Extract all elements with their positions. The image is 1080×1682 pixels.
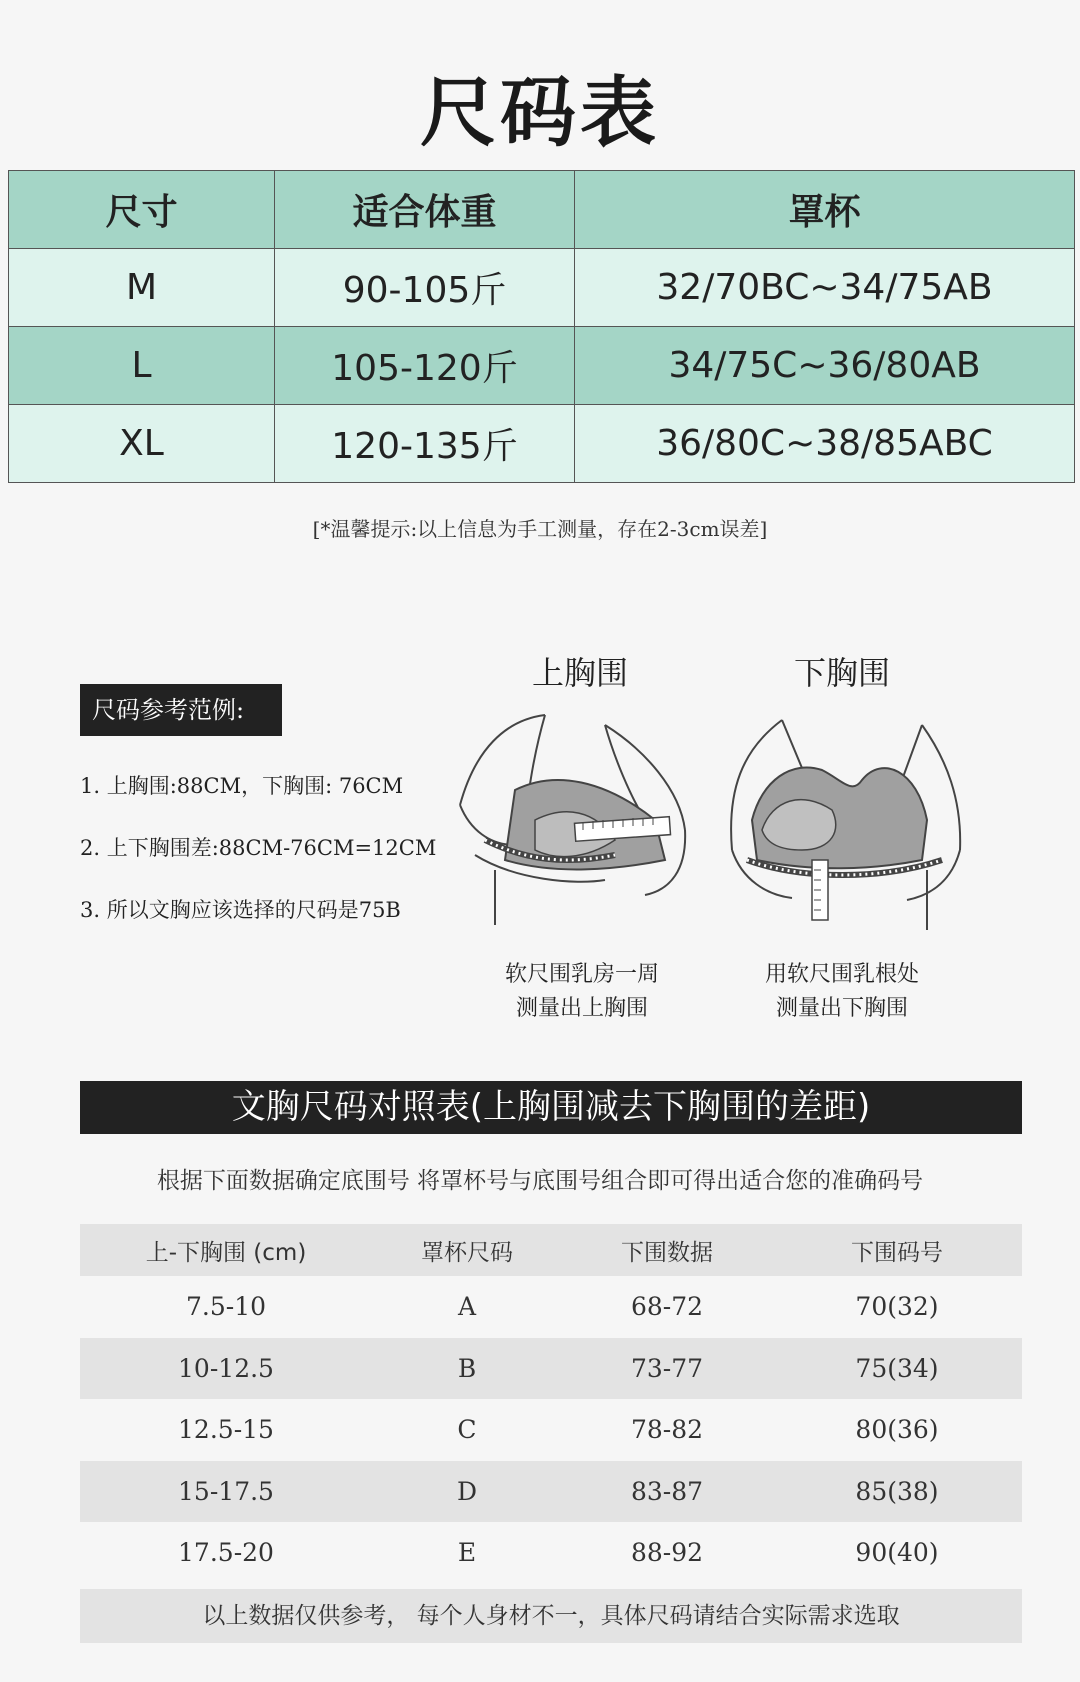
underbust-cell: 83-87 xyxy=(562,1461,772,1523)
under-bust-caption-1: 用软尺围乳根处 xyxy=(764,962,919,987)
band-cell: 90(40) xyxy=(855,1538,939,1568)
example-line-1: 1. 上胸围:88CM，下胸围: 76CM xyxy=(80,774,404,798)
header-cup-size: 罩杯尺码 xyxy=(372,1224,562,1276)
upper-bust-measure-illustration xyxy=(455,710,695,935)
cup-cell: C xyxy=(457,1415,477,1445)
diff-cell: 15-17.5 xyxy=(80,1461,372,1523)
table-row xyxy=(80,1338,1022,1400)
under-bust-caption-2: 测量出下胸围 xyxy=(775,996,908,1021)
band-cell: 75(34) xyxy=(772,1338,1022,1400)
weight-cell: 90-105斤 xyxy=(275,249,575,327)
upper-bust-title: 上胸围 xyxy=(531,654,628,692)
underbust-cell: 73-77 xyxy=(562,1338,772,1400)
comparison-header xyxy=(80,1224,1022,1276)
example-line-2: 2. 上下胸围差:88CM-76CM=12CM xyxy=(80,836,437,860)
cup-cell: B xyxy=(372,1338,562,1400)
comparison-note: 根据下面数据确定底围号 将罩杯号与底围号组合即可得出适合您的准确码号 xyxy=(156,1168,924,1194)
upper-bust-caption-2: 测量出上胸围 xyxy=(515,996,648,1021)
table-row xyxy=(80,1276,1022,1338)
table-row xyxy=(9,405,1075,483)
table-row xyxy=(80,1461,1022,1523)
under-bust-title: 下胸围 xyxy=(793,654,890,692)
diff-cell: 10-12.5 xyxy=(80,1338,372,1400)
table-row xyxy=(80,1399,1022,1461)
size-table-header xyxy=(9,171,1075,249)
band-cell: 70(32) xyxy=(855,1292,939,1322)
size-cell: L xyxy=(9,327,275,405)
example-line-3: 3. 所以文胸应该选择的尺码是75B xyxy=(80,898,401,922)
cup-cell: A xyxy=(457,1292,477,1322)
table-row xyxy=(9,249,1075,327)
weight-cell: 120-135斤 xyxy=(275,405,575,483)
diff-cell: 17.5-20 xyxy=(178,1538,274,1568)
cup-cell: E xyxy=(457,1538,477,1568)
measurement-tip: [*温馨提示:以上信息为手工测量，存在2-3cm误差] xyxy=(312,517,768,541)
size-cell: XL xyxy=(9,405,275,483)
table-row xyxy=(9,327,1075,405)
under-bust-measure-illustration xyxy=(722,710,967,935)
comparison-table xyxy=(80,1224,1022,1584)
weight-cell: 105-120斤 xyxy=(275,327,575,405)
cup-cell: 36/80C~38/85ABC xyxy=(575,405,1075,483)
header-weight: 适合体重 xyxy=(275,171,575,249)
band-cell: 80(36) xyxy=(855,1415,939,1445)
diff-cell: 12.5-15 xyxy=(178,1415,274,1445)
cup-cell: D xyxy=(372,1461,562,1523)
page-title: 尺码表 xyxy=(420,68,660,157)
example-heading: 尺码参考范例: xyxy=(80,684,282,736)
size-table xyxy=(8,170,1075,483)
diff-cell: 7.5-10 xyxy=(185,1292,267,1322)
footer-note: 以上数据仅供参考， 每个人身材不一，具体尺码请结合实际需求选取 xyxy=(80,1589,1022,1643)
size-cell: M xyxy=(9,249,275,327)
header-bust-diff: 上-下胸围 (cm) xyxy=(80,1224,372,1276)
band-cell: 85(38) xyxy=(772,1461,1022,1523)
comparison-banner: 文胸尺码对照表(上胸围减去下胸围的差距) xyxy=(80,1081,1022,1134)
upper-bust-caption-1: 软尺围乳房一周 xyxy=(504,962,659,987)
header-size: 尺寸 xyxy=(9,171,275,249)
underbust-cell: 88-92 xyxy=(630,1538,704,1568)
table-row xyxy=(80,1522,1022,1584)
cup-cell: 34/75C~36/80AB xyxy=(575,327,1075,405)
underbust-cell: 78-82 xyxy=(630,1415,704,1445)
header-underbust-data: 下围数据 xyxy=(562,1224,772,1276)
underbust-cell: 68-72 xyxy=(630,1292,704,1322)
header-cup: 罩杯 xyxy=(575,171,1075,249)
header-band-size: 下围码号 xyxy=(772,1224,1022,1276)
cup-cell: 32/70BC~34/75AB xyxy=(575,249,1075,327)
